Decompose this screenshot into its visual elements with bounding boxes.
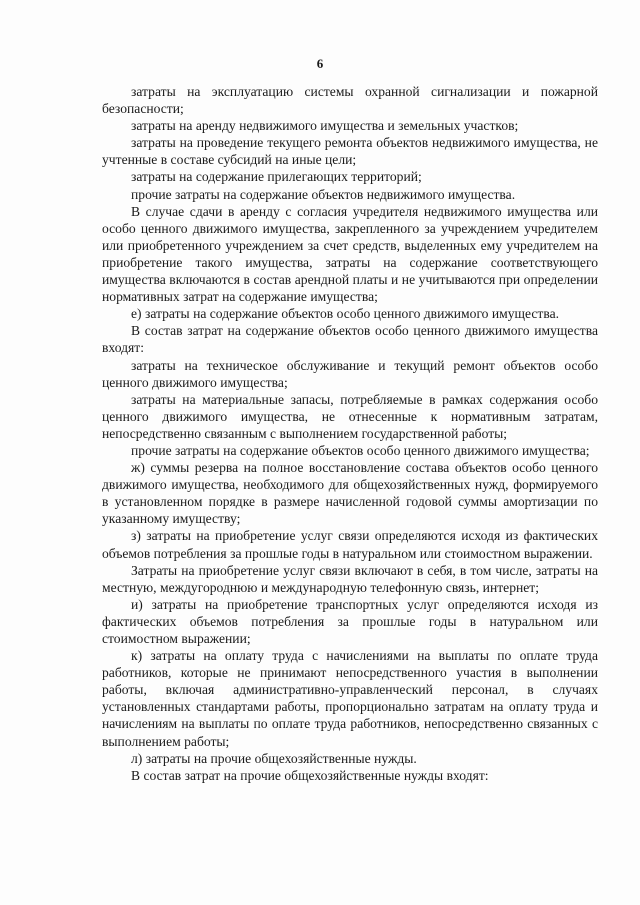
paragraph: з) затраты на приобретение услуг связи определяются исходя из фактических объемов потребления за прошлые годы в натуральном или стоимостном выражении.	[102, 528, 598, 561]
paragraph: прочие затраты на содержание объектов недвижимого имущества.	[131, 186, 516, 202]
document-body	[102, 83, 598, 784]
paragraph: затраты на эксплуатацию системы охранной сигнализации и пожарной безопасности;	[102, 84, 598, 117]
paragraph: прочие затраты на содержание объектов особо ценного движимого имущества;	[131, 442, 590, 458]
paragraph: затраты на материальные запасы, потребляемые в рамках содержания особо ценного движимого имущества, не отнесенные к нормативным затратам, непосредственно связанным с выполнением государственной работы;	[102, 391, 598, 441]
paragraph: к) затраты на оплату труда с начислениями на выплаты по оплате труда работников, которые не принимают непосредственного участия в выполнении работы, включая административно-управленческий персонал, в случаях установленных стандартами работы, пропорционально затратам на оплату труда и начислениям на выплаты по оплате труда работников, непосредственно связанных с выполнением работы;	[102, 648, 598, 749]
page-number: 6	[316, 56, 324, 71]
paragraph: е) затраты на содержание объектов особо ценного движимого имущества.	[131, 306, 560, 322]
paragraph: В состав затрат на содержание объектов особо ценного движимого имущества входят:	[102, 323, 598, 356]
paragraph: затраты на аренду недвижимого имущества и земельных участков;	[131, 118, 519, 134]
paragraph: Затраты на приобретение услуг связи включают в себя, в том числе, затраты на местную, междугороднюю и международную телефонную связь, интернет;	[102, 562, 598, 595]
paragraph: л) затраты на прочие общехозяйственные нужды.	[131, 750, 417, 766]
paragraph: затраты на проведение текущего ремонта объектов недвижимого имущества, не учтенные в составе субсидий на иные цели;	[102, 135, 598, 168]
paragraph: В состав затрат на прочие общехозяйственные нужды входят:	[131, 767, 489, 783]
paragraph: В случае сдачи в аренду с согласия учредителя недвижимого имущества или особо ценного движимого имущества, закрепленного за учреждением учредителем или приобретенного учреждением за счет средств, выделенных ему учредителем на приобретение такого имущества, затраты на содержание соответствующего имущества включаются в состав арендной платы и не учитываются при определении нормативных затрат на содержание имущества;	[102, 203, 598, 305]
paragraph: и) затраты на приобретение транспортных услуг определяются исходя из фактических объемов потребления за прошлые годы в натуральном или стоимостном выражении;	[102, 596, 598, 646]
paragraph: ж) суммы резерва на полное восстановление состава объектов особо ценного движимого имущества, необходимого для общехозяйственных нужд, формируемого в установленном порядке в размере начисленной годовой суммы амортизации по указанному имуществу;	[102, 460, 598, 527]
paragraph: затраты на содержание прилегающих территорий;	[131, 169, 422, 185]
paragraph: затраты на техническое обслуживание и текущий ремонт объектов особо ценного движимого имущества;	[102, 357, 598, 390]
